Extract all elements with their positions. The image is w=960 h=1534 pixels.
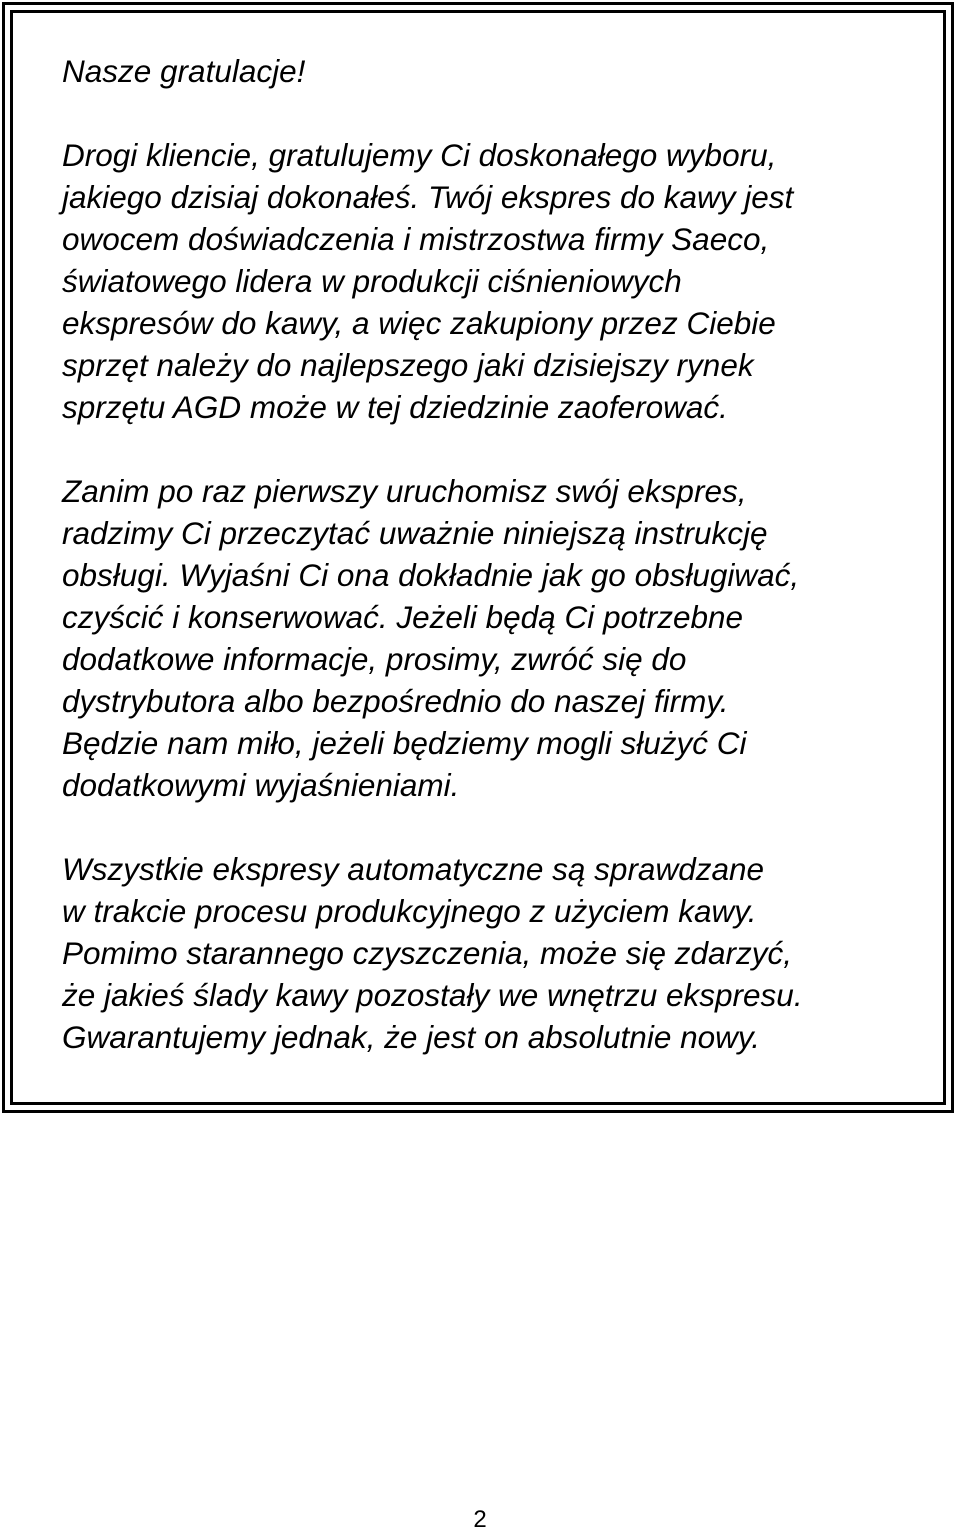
page-number: 2 [473,1506,487,1533]
paragraph-2-line: czyścić i konserwować. Jeżeli będą Ci potrzebne [62,599,744,635]
paragraph-3-line: w trakcie procesu produkcyjnego z użyciem kawy. [62,893,757,929]
paragraph-1-line: Drogi kliencie, gratulujemy Ci doskonałego wyboru, [62,137,777,173]
paragraph-2 [62,470,902,806]
greeting: Nasze gratulacje! [62,53,306,89]
paragraph-1 [62,134,902,428]
paragraph-3-line: Wszystkie ekspresy automatyczne są sprawdzane [62,851,765,887]
letter-content [62,50,902,1058]
paragraph-2-line: dodatkowymi wyjaśnieniami. [62,767,460,803]
paragraph-2-line: radzimy Ci przeczytać uważnie niniejszą instrukcję [62,515,768,551]
paragraph-1-line: ekspresów do kawy, a więc zakupiony przez Ciebie [62,305,776,341]
paragraph-2-line: Zanim po raz pierwszy uruchomisz swój ekspres, [62,473,747,509]
paragraph-3 [62,848,902,1058]
paragraph-1-line: sprzęt należy do najlepszego jaki dzisiejszy rynek [62,347,754,383]
paragraph-3-line: Gwarantujemy jednak, że jest on absolutnie nowy. [62,1019,761,1055]
paragraph-2-line: dystrybutora albo bezpośrednio do naszej firmy. [62,683,729,719]
paragraph-1-line: owocem doświadczenia i mistrzostwa firmy Saeco, [62,221,770,257]
paragraph-2-line: Będzie nam miło, jeżeli będziemy mogli służyć Ci [62,725,747,761]
paragraph-2-line: obsługi. Wyjaśni Ci ona dokładnie jak go obsługiwać, [62,557,800,593]
paragraph-1-line: jakiego dzisiaj dokonałeś. Twój ekspres do kawy jest [62,179,794,215]
paragraph-3-line: Pomimo starannego czyszczenia, może się zdarzyć, [62,935,793,971]
paragraph-1-line: światowego lidera w produkcji ciśnieniowych [62,263,682,299]
paragraph-1-line: sprzętu AGD może w tej dziedzinie zaoferować. [62,389,728,425]
paragraph-2-line: dodatkowe informacje, prosimy, zwróć się do [62,641,687,677]
paragraph-3-line: że jakieś ślady kawy pozostały we wnętrzu ekspresu. [62,977,803,1013]
